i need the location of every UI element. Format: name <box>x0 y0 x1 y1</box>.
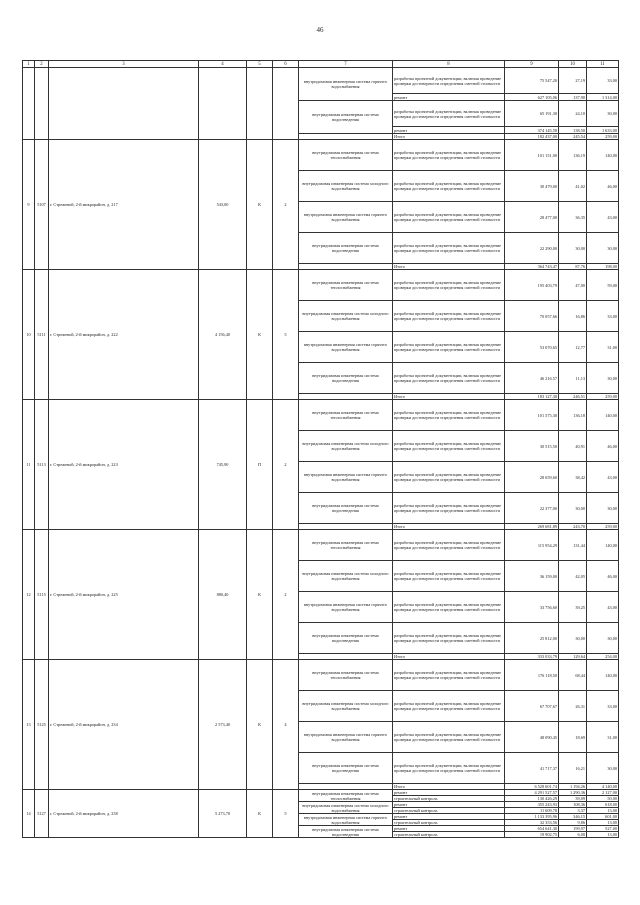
total-label: Итого <box>393 524 505 530</box>
cost-value: 46 216,57 <box>505 363 559 394</box>
address: г. Стрежевой, 2-й микрорайон, д. 234 <box>49 660 199 790</box>
limit-value: 30,00 <box>587 493 619 524</box>
unit-cost-value: 1 290,36 <box>559 790 587 796</box>
area <box>199 68 247 140</box>
total-label: Итого <box>393 394 505 400</box>
cost-value: 33 756,60 <box>505 592 559 623</box>
work-type: разработка проектной документации, включая проведение проверки достоверности определения сметной стоимости <box>393 270 505 301</box>
cost-value: 28 477,00 <box>505 202 559 233</box>
total-unit-cost: 243,70 <box>559 524 587 530</box>
cost-value: 22 290,00 <box>505 233 559 264</box>
limit-value: 601,00 <box>587 814 619 820</box>
cost-value: 53 070,65 <box>505 332 559 363</box>
limit-value: 30,00 <box>587 363 619 394</box>
work-type: ремонт <box>393 814 505 820</box>
unit-cost-value: 131,44 <box>559 530 587 561</box>
engineering-system: внутридомовая инженерная система теплоснабжения <box>299 530 393 561</box>
unit-cost-value: 24,10 <box>559 101 587 127</box>
floors: 4 <box>273 660 299 790</box>
column-header: 7 <box>299 61 393 68</box>
engineering-system: внутридомовая инженерная система горячего водоснабжения <box>299 722 393 753</box>
total-limit: 259,00 <box>587 134 619 140</box>
table-row <box>23 270 619 301</box>
total-limit: 4 140,00 <box>587 784 619 790</box>
object-code: 5113 <box>35 400 49 530</box>
work-type: ремонт <box>393 826 505 832</box>
unit-cost-value: 9,86 <box>559 820 587 826</box>
limit-value: 30,00 <box>587 753 619 784</box>
table-row <box>23 530 619 561</box>
engineering-system: внутридомовая инженерная система холодного водоснабжения <box>299 301 393 332</box>
floors: 5 <box>273 790 299 838</box>
object-code: 5107 <box>35 140 49 270</box>
total-unit-cost: 246,51 <box>559 394 587 400</box>
engineering-system: внутридомовая инженерная система горячего водоснабжения <box>299 462 393 493</box>
total-unit-cost: 1 194,26 <box>559 784 587 790</box>
cost-value: 48 090,45 <box>505 722 559 753</box>
engineering-system: внутридомовая инженерная система горячего водоснабжения <box>299 68 393 101</box>
area: 880,40 <box>199 530 247 660</box>
total-label: Итого <box>393 264 505 270</box>
limit-value: 30,00 <box>587 623 619 654</box>
area: 5 273,70 <box>199 790 247 838</box>
cost-value: 30 515,50 <box>505 431 559 462</box>
column-header: 3 <box>49 61 199 68</box>
address: г. Стрежевой, 2-й микрорайон, д. 223 <box>49 400 199 530</box>
total-limit: 198,00 <box>587 264 619 270</box>
unit-cost-value: 6,00 <box>559 832 587 838</box>
work-type: разработка проектной документации, включая проведение проверки достоверности определения сметной стоимости <box>393 530 505 561</box>
column-header: 8 <box>393 61 505 68</box>
cost-value: 36 159,00 <box>505 561 559 592</box>
limit-value: 31,00 <box>587 722 619 753</box>
limit-value: 59,00 <box>587 270 619 301</box>
address: г. Стрежевой, 2-й микрорайон, д. 222 <box>49 270 199 400</box>
row-number <box>23 68 35 140</box>
unit-cost-value: 27,19 <box>559 68 587 94</box>
limit-value: 1 314,00 <box>587 94 619 101</box>
cost-value: 1 133 395,96 <box>505 814 559 820</box>
column-header: 11 <box>587 61 619 68</box>
unit-cost-value: 30,00 <box>559 623 587 654</box>
category: К <box>247 140 273 270</box>
work-type: ремонт <box>393 790 505 796</box>
limit-value: 31,00 <box>587 332 619 363</box>
engineering-system: внутридомовая инженерная система горячего водоснабжения <box>299 814 393 826</box>
work-type: разработка проектной документации, включая проведение проверки достоверности определения сметной стоимости <box>393 101 505 127</box>
category: П <box>247 400 273 530</box>
object-code: 5111 <box>35 270 49 400</box>
cost-value: 67 707,67 <box>505 691 559 722</box>
total-cost: 364 743,47 <box>505 264 559 270</box>
unit-cost-value: 16,86 <box>559 301 587 332</box>
work-type: ремонт <box>393 802 505 808</box>
floors: 2 <box>273 400 299 530</box>
work-type: разработка проектной документации, включая проведение проверки достоверности определения сметной стоимости <box>393 753 505 784</box>
limit-value: 1 633,00 <box>587 127 619 134</box>
floors <box>273 68 299 140</box>
unit-cost-value: 40,91 <box>559 431 587 462</box>
total-unit-cost: 129,64 <box>559 654 587 660</box>
cost-value: 101 151,00 <box>505 140 559 171</box>
total-cost: 183 127,30 <box>505 394 559 400</box>
category: К <box>247 660 273 790</box>
engineering-system: внутридомовая инженерная система горячего водоснабжения <box>299 332 393 363</box>
cost-value: 11 609,78 <box>505 808 559 814</box>
total-label: Итого <box>393 654 505 660</box>
work-type: разработка проектной документации, включая проведение проверки достоверности определения сметной стоимости <box>393 623 505 654</box>
cost-value: 130 426,29 <box>505 796 559 802</box>
unit-cost-value: 18,69 <box>559 722 587 753</box>
total-unit-cost: 245,54 <box>559 134 587 140</box>
category: К <box>247 270 273 400</box>
row-number: 9 <box>23 140 35 270</box>
cost-value: 70 057,66 <box>505 301 559 332</box>
unit-cost-value: 12,77 <box>559 332 587 363</box>
unit-cost-value: 136,19 <box>559 140 587 171</box>
table-row <box>23 660 619 691</box>
engineering-system: внутридомовая инженерная система теплоснабжения <box>299 400 393 431</box>
total-cost: 333 033,79 <box>505 654 559 660</box>
engineering-system: внутридомовая инженерная система водоотведения <box>299 363 393 394</box>
limit-value: 13,00 <box>587 808 619 814</box>
total-label: Итого <box>393 134 505 140</box>
engineering-system: внутридомовая инженерная система холодного водоснабжения <box>299 171 393 202</box>
engineering-system: внутридомовая инженерная система водоотведения <box>299 753 393 784</box>
engineering-system: внутридомовая инженерная система холодного водоснабжения <box>299 431 393 462</box>
work-type: разработка проектной документации, включая проведение проверки достоверности определения сметной стоимости <box>393 462 505 493</box>
engineering-system: внутридомовая инженерная система водоотведения <box>299 826 393 838</box>
row-number: 10 <box>23 270 35 400</box>
unit-cost-value: 136,18 <box>559 400 587 431</box>
cost-value: 65 191,30 <box>505 101 559 127</box>
category <box>247 68 273 140</box>
unit-cost-value: 42,05 <box>559 561 587 592</box>
object-code: 5125 <box>35 660 49 790</box>
limit-value: 33,00 <box>587 68 619 94</box>
column-header: 10 <box>559 61 587 68</box>
work-type: ремонт <box>393 127 505 134</box>
cost-value: 22 377,00 <box>505 493 559 524</box>
category: К <box>247 790 273 838</box>
total-limit: 259,00 <box>587 394 619 400</box>
area: 4 156,40 <box>199 270 247 400</box>
column-header: 2 <box>35 61 49 68</box>
cost-value: 195 403,79 <box>505 270 559 301</box>
limit-value: 140,00 <box>587 140 619 171</box>
cost-value: 176 118,50 <box>505 660 559 691</box>
work-type: строительный контроль <box>393 796 505 802</box>
limit-value: 13,00 <box>587 832 619 838</box>
address: г. Стрежевой, 2-й микрорайон, д. 217 <box>49 140 199 270</box>
cost-value: 355 243,93 <box>505 802 559 808</box>
cost-value: 654 641,30 <box>505 826 559 832</box>
object-code: 5127 <box>35 790 49 838</box>
total-cost: 6 528 601,74 <box>505 784 559 790</box>
limit-value: 140,00 <box>587 530 619 561</box>
area: 543,00 <box>199 140 247 270</box>
unit-cost-value: 3,37 <box>559 808 587 814</box>
unit-cost-value: 68,44 <box>559 660 587 691</box>
address: г. Стрежевой, 2-й микрорайон, д. 238 <box>49 790 199 838</box>
unit-cost-value: 138,50 <box>559 127 587 134</box>
limit-value: 43,00 <box>587 202 619 233</box>
row-number: 13 <box>23 660 35 790</box>
object-code <box>35 68 49 140</box>
work-type: разработка проектной документации, включая проведение проверки достоверности определения сметной стоимости <box>393 561 505 592</box>
work-type: разработка проектной документации, включая проведение проверки достоверности определения сметной стоимости <box>393 68 505 94</box>
limit-value: 2 127,00 <box>587 790 619 796</box>
total-unit-cost: 87,76 <box>559 264 587 270</box>
engineering-system: внутридомовая инженерная система теплоснабжения <box>299 660 393 691</box>
work-type: разработка проектной документации, включая проведение проверки достоверности определения сметной стоимости <box>393 140 505 171</box>
cost-value: 30 479,00 <box>505 171 559 202</box>
table-row <box>23 68 619 94</box>
limit-value: 46,00 <box>587 561 619 592</box>
table-row <box>23 400 619 431</box>
cost-value: 41 717,37 <box>505 753 559 784</box>
limit-value: 618,00 <box>587 802 619 808</box>
header-row <box>23 61 619 68</box>
unit-cost-value: 39,25 <box>559 592 587 623</box>
cost-value: 28 659,60 <box>505 462 559 493</box>
limit-value: 43,00 <box>587 462 619 493</box>
engineering-system: внутридомовая инженерная система водоотведения <box>299 623 393 654</box>
unit-cost-value: 30,00 <box>559 493 587 524</box>
address <box>49 68 199 140</box>
cost-value: 101 575,30 <box>505 400 559 431</box>
cost-value: 115 954,29 <box>505 530 559 561</box>
cost-value: 627 105,06 <box>505 94 559 101</box>
cost-value: 19 902,75 <box>505 832 559 838</box>
work-type: строительный контроль <box>393 832 505 838</box>
total-limit: 259,00 <box>587 524 619 530</box>
work-type: разработка проектной документации, включая проведение проверки достоверности определения сметной стоимости <box>393 660 505 691</box>
floors: 2 <box>273 530 299 660</box>
object-code: 5115 <box>35 530 49 660</box>
total-cost: 182 437,00 <box>505 134 559 140</box>
work-type: разработка проектной документации, включая проведение проверки достоверности определения сметной стоимости <box>393 592 505 623</box>
total-label: Итого <box>393 784 505 790</box>
repair-schedule-table <box>22 60 619 838</box>
row-number: 12 <box>23 530 35 660</box>
work-type: разработка проектной документации, включая проведение проверки достоверности определения сметной стоимости <box>393 301 505 332</box>
unit-cost-value: 108,36 <box>559 802 587 808</box>
unit-cost-value: 16,21 <box>559 753 587 784</box>
area: 2 573,40 <box>199 660 247 790</box>
total-cost: 269 681,89 <box>505 524 559 530</box>
total-limit: 254,00 <box>587 654 619 660</box>
unit-cost-value: 47,00 <box>559 270 587 301</box>
column-header: 5 <box>247 61 273 68</box>
engineering-system: внутридомовая инженерная система холодного водоснабжения <box>299 802 393 814</box>
work-type: разработка проектной документации, включая проведение проверки достоверности определения сметной стоимости <box>393 400 505 431</box>
unit-cost-value: 36,35 <box>559 202 587 233</box>
page-number: 46 <box>316 26 324 34</box>
limit-value: 46,00 <box>587 431 619 462</box>
work-type: разработка проектной документации, включая проведение проверки достоверности определения сметной стоимости <box>393 202 505 233</box>
column-header: 4 <box>199 61 247 68</box>
row-number: 11 <box>23 400 35 530</box>
work-type: строительный контроль <box>393 808 505 814</box>
work-type: разработка проектной документации, включая проведение проверки достоверности определения сметной стоимости <box>393 363 505 394</box>
limit-value: 50,00 <box>587 796 619 802</box>
work-type: разработка проектной документации, включая проведение проверки достоверности определения сметной стоимости <box>393 332 505 363</box>
work-type: разработка проектной документации, включая проведение проверки достоверности определения сметной стоимости <box>393 171 505 202</box>
cost-value: 75 547,20 <box>505 68 559 94</box>
work-type: строительный контроль <box>393 820 505 826</box>
unit-cost-value: 137,90 <box>559 94 587 101</box>
row-number: 14 <box>23 790 35 838</box>
table-row <box>23 140 619 171</box>
limit-value: 140,00 <box>587 660 619 691</box>
limit-value: 13,00 <box>587 820 619 826</box>
cost-value: 25 812,00 <box>505 623 559 654</box>
engineering-system: внутридомовая инженерная система водоотведения <box>299 233 393 264</box>
unit-cost-value: 11,13 <box>559 363 587 394</box>
area: 745,90 <box>199 400 247 530</box>
unit-cost-value: 26,31 <box>559 691 587 722</box>
work-type: разработка проектной документации, включая проведение проверки достоверности определения сметной стоимости <box>393 722 505 753</box>
work-type: разработка проектной документации, включая проведение проверки достоверности определения сметной стоимости <box>393 691 505 722</box>
cost-value: 374 145,58 <box>505 127 559 134</box>
work-type: разработка проектной документации, включая проведение проверки достоверности определения сметной стоимости <box>393 431 505 462</box>
limit-value: 46,00 <box>587 171 619 202</box>
limit-value: 30,00 <box>587 233 619 264</box>
unit-cost-value: 39,09 <box>559 796 587 802</box>
engineering-system: внутридомовая инженерная система теплоснабжения <box>299 270 393 301</box>
floors: 5 <box>273 270 299 400</box>
engineering-system: внутридомовая инженерная система теплоснабжения <box>299 140 393 171</box>
category: К <box>247 530 273 660</box>
engineering-system: внутридомовая инженерная система теплоснабжения <box>299 790 393 802</box>
cost-value: 4 291 527,57 <box>505 790 559 796</box>
cost-value: 32 353,56 <box>505 820 559 826</box>
engineering-system: внутридомовая инженерная система холодного водоснабжения <box>299 561 393 592</box>
engineering-system: внутридомовая инженерная система холодного водоснабжения <box>299 691 393 722</box>
engineering-system: внутридомовая инженерная система водоотведения <box>299 101 393 134</box>
unit-cost-value: 346,15 <box>559 814 587 820</box>
unit-cost-value: 199,97 <box>559 826 587 832</box>
work-type: разработка проектной документации, включая проведение проверки достоверности определения сметной стоимости <box>393 233 505 264</box>
work-type: разработка проектной документации, включая проведение проверки достоверности определения сметной стоимости <box>393 493 505 524</box>
limit-value: 43,00 <box>587 592 619 623</box>
limit-value: 140,00 <box>587 400 619 431</box>
unit-cost-value: 30,00 <box>559 233 587 264</box>
limit-value: 33,00 <box>587 301 619 332</box>
limit-value: 33,00 <box>587 691 619 722</box>
floors: 2 <box>273 140 299 270</box>
unit-cost-value: 41,02 <box>559 171 587 202</box>
engineering-system: внутридомовая инженерная система горячего водоснабжения <box>299 202 393 233</box>
address: г. Стрежевой, 2-й микрорайон, д. 225 <box>49 530 199 660</box>
limit-value: 30,00 <box>587 101 619 127</box>
column-header: 6 <box>273 61 299 68</box>
column-header: 9 <box>505 61 559 68</box>
engineering-system: внутридомовая инженерная система водоотведения <box>299 493 393 524</box>
limit-value: 527,00 <box>587 826 619 832</box>
column-header: 1 <box>23 61 35 68</box>
work-type: ремонт <box>393 94 505 101</box>
unit-cost-value: 38,42 <box>559 462 587 493</box>
engineering-system: внутридомовая инженерная система горячего водоснабжения <box>299 592 393 623</box>
